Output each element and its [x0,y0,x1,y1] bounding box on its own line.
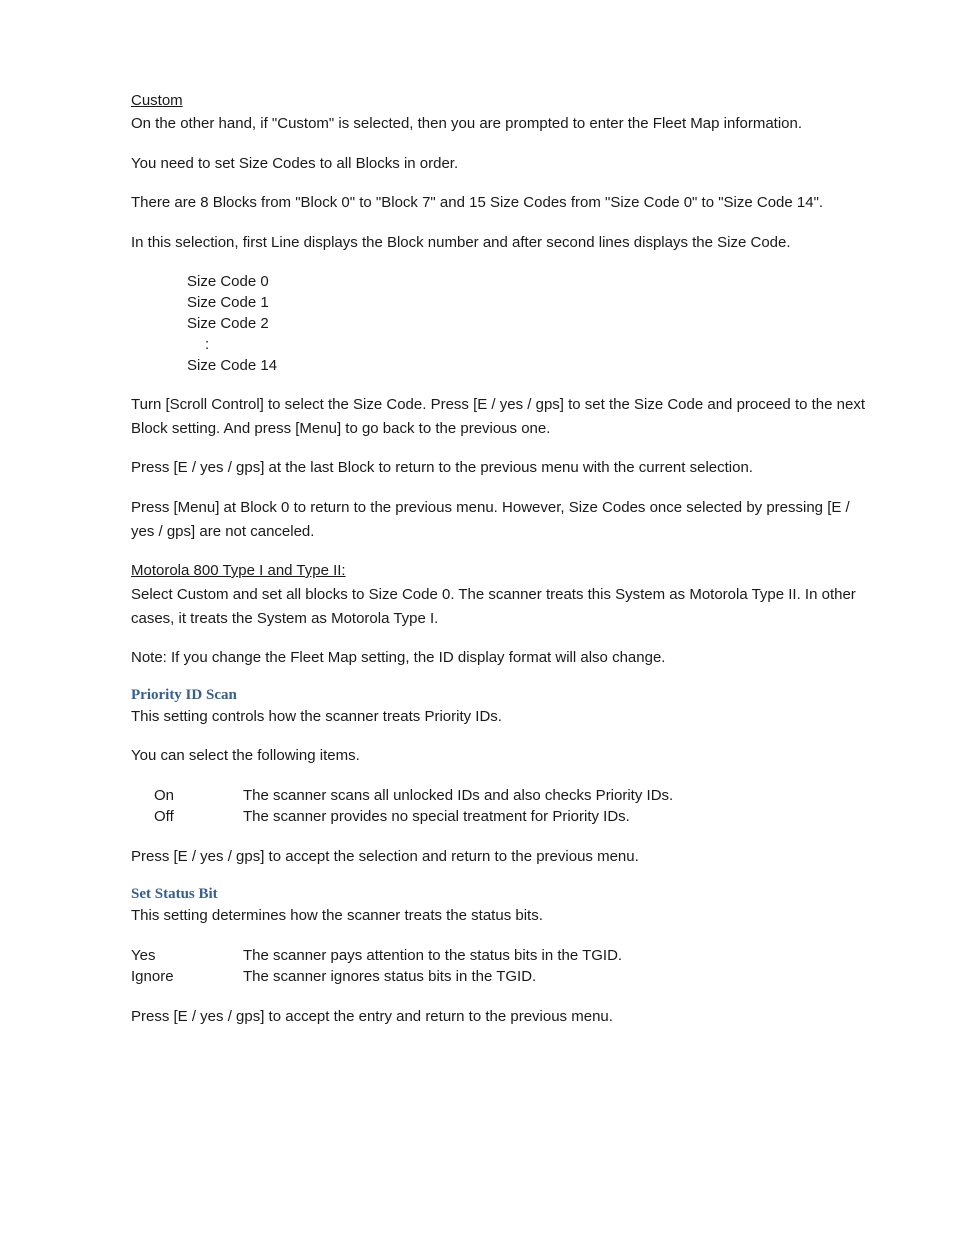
list-item: Size Code 1 [187,294,269,311]
option-row [131,945,876,966]
priority-options [131,785,876,827]
motorola-note: Note: If you change the Fleet Map setting, the ID display format will also change. [131,649,666,666]
list-item: Size Code 14 [187,357,278,374]
priority-paragraph-1: This setting controls how the scanner treats Priority IDs. [131,708,502,725]
custom-paragraph-6: Press [E / yes / gps] at the last Block to return to the previous menu with the current selection. [131,459,753,476]
option-row [131,785,876,806]
status-paragraph-1: This setting determines how the scanner treats the status bits. [131,907,543,924]
priority-paragraph-3: Press [E / yes / gps] to accept the selection and return to the previous menu. [131,848,639,865]
custom-paragraph-1: On the other hand, if "Custom" is selected, then you are prompted to enter the Fleet Map information. [131,115,803,132]
option-desc: The scanner ignores status bits in the TGID. [243,968,537,985]
motorola-paragraph: Select Custom and set all blocks to Size Code 0. The scanner treats this System as Motorola Type II. In other cases, it treats the System as Motorola Type I. [131,586,856,627]
list-item: Size Code 2 [187,315,269,332]
custom-paragraph-3: There are 8 Blocks from "Block 0" to "Block 7" and 15 Size Codes from "Size Code 0" to "Size Code 14". [131,194,824,211]
priority-paragraph-2: You can select the following items. [131,747,360,764]
option-row [131,966,876,987]
option-key: Yes [131,947,156,964]
status-options [131,945,876,987]
option-desc: The scanner pays attention to the status bits in the TGID. [243,947,623,964]
status-heading: Set Status Bit [131,886,218,902]
motorola-heading: Motorola 800 Type I and Type II: [131,562,346,579]
list-item: Size Code 0 [187,273,269,290]
option-desc: The scanner provides no special treatment for Priority IDs. [243,808,630,825]
custom-paragraph-5: Turn [Scroll Control] to select the Size Code. Press [E / yes / gps] to set the Size Code and proceed to the next Block setting. And press [Menu] to go back to the previous one. [131,396,865,437]
list-ellipsis: : [205,336,210,353]
option-key: Off [154,808,174,825]
custom-paragraph-4: In this selection, first Line displays the Block number and after second lines displays the Size Code. [131,234,791,251]
custom-paragraph-7: Press [Menu] at Block 0 to return to the previous menu. However, Size Codes once selected by pressing [E / yes / gps] are not canceled. [131,499,850,540]
option-key: Ignore [131,968,174,985]
custom-heading: Custom [131,92,183,109]
size-code-list [131,271,876,376]
option-row [131,806,876,827]
status-paragraph-2: Press [E / yes / gps] to accept the entry and return to the previous menu. [131,1008,613,1025]
document-page [131,89,876,1027]
option-key: On [154,787,175,804]
priority-heading: Priority ID Scan [131,687,237,703]
option-desc: The scanner scans all unlocked IDs and also checks Priority IDs. [243,787,674,804]
custom-paragraph-2: You need to set Size Codes to all Blocks in order. [131,155,459,172]
